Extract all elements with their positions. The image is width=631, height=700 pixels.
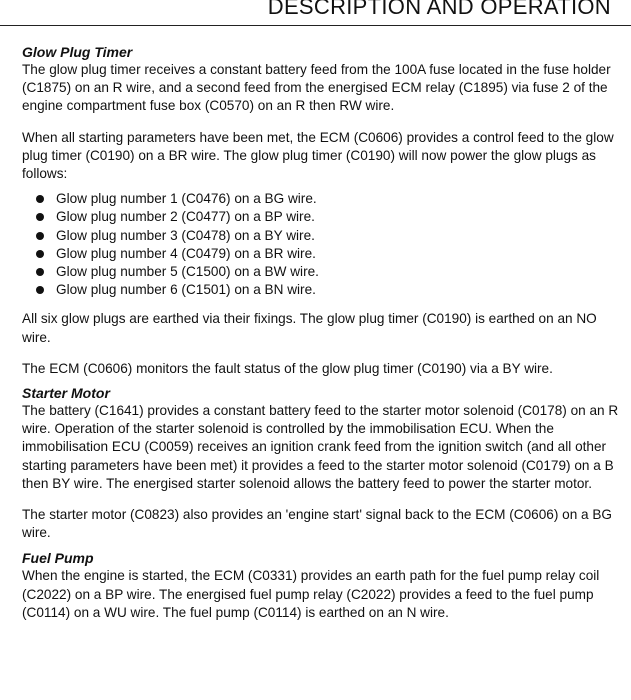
list-item-text: Glow plug number 5 (C1500) on a BW wire. [56, 264, 319, 280]
list-item-text: Glow plug number 3 (C0478) on a BY wire. [56, 227, 315, 243]
list-item-text: Glow plug number 4 (C0479) on a BR wire. [56, 245, 316, 261]
page-header [0, 0, 631, 26]
glow-plug-timer-paragraph-2: When all starting parameters have been met, the ECM (C0606) provides a control feed to the glow plug timer (C0190) on a BR wire. The glow plug timer (C0190) will now power the glow plugs as follows: [22, 129, 614, 182]
bullet-icon [36, 286, 44, 294]
glow-plug-list [22, 190, 622, 299]
bullet-icon [36, 268, 44, 276]
list-item-text: Glow plug number 2 (C0477) on a BP wire. [56, 209, 315, 225]
list-item-text: Glow plug number 6 (C1501) on a BN wire. [56, 282, 316, 298]
starter-motor-paragraph-2: The starter motor (C0823) also provides an 'engine start' signal back to the ECM (C0606) on a BG wire. [22, 507, 613, 541]
section-title: DESCRIPTION AND OPERATION [267, 0, 611, 19]
glow-plug-timer-paragraph-3: All six glow plugs are earthed via their fixings. The glow plug timer (C0190) is earthed on an NO wire. [22, 311, 597, 345]
list-item [34, 190, 622, 208]
fuel-pump-section [22, 549, 622, 622]
bullet-icon [36, 232, 44, 240]
document-body [22, 43, 622, 635]
bullet-icon [36, 213, 44, 221]
glow-plug-timer-heading: Glow Plug Timer [22, 44, 133, 60]
starter-motor-paragraph-1: The battery (C1641) provides a constant battery feed to the starter motor solenoid (C0178) on an R wire. Operation of the starter solenoid is controlled by the immobilisation ECU. When the immobilisation ECU (C0059) receives an ignition crank feed from the ignition switch (and all other starting parameters have been met) it provides a feed to the starter motor solenoid (C0179) on a B then BY wire. The energised starter solenoid allows the battery feed to power the starter motor. [22, 403, 619, 491]
starter-motor-section [22, 384, 622, 542]
bullet-icon [36, 250, 44, 258]
starter-motor-heading: Starter Motor [22, 385, 110, 402]
list-item-text: Glow plug number 1 (C0476) on a BG wire. [56, 191, 317, 207]
list-item [34, 208, 622, 226]
list-item [34, 281, 622, 299]
glow-plug-timer-section [22, 43, 622, 378]
header-divider [0, 25, 631, 26]
list-item [34, 263, 622, 281]
fuel-pump-heading: Fuel Pump [22, 550, 94, 567]
list-item [34, 227, 622, 245]
fuel-pump-paragraph-1: When the engine is started, the ECM (C0331) provides an earth path for the fuel pump relay coil (C2022) on a BP wire. The energised fuel pump relay (C2022) provides a feed to the fuel pump (C0114) on a WU wire. The fuel pump (C0114) is earthed on an N wire. [22, 568, 600, 620]
glow-plug-timer-paragraph-4: The ECM (C0606) monitors the fault status of the glow plug timer (C0190) via a BY wire. [22, 360, 553, 376]
list-item [34, 245, 622, 263]
bullet-icon [36, 195, 44, 203]
glow-plug-timer-paragraph-1: The glow plug timer receives a constant battery feed from the 100A fuse located in the fuse holder (C1875) on an R wire, and a second feed from the energised ECM relay (C1895) via fuse 2 of the engine compartment fuse box (C0570) on an R then RW wire. [22, 62, 611, 114]
